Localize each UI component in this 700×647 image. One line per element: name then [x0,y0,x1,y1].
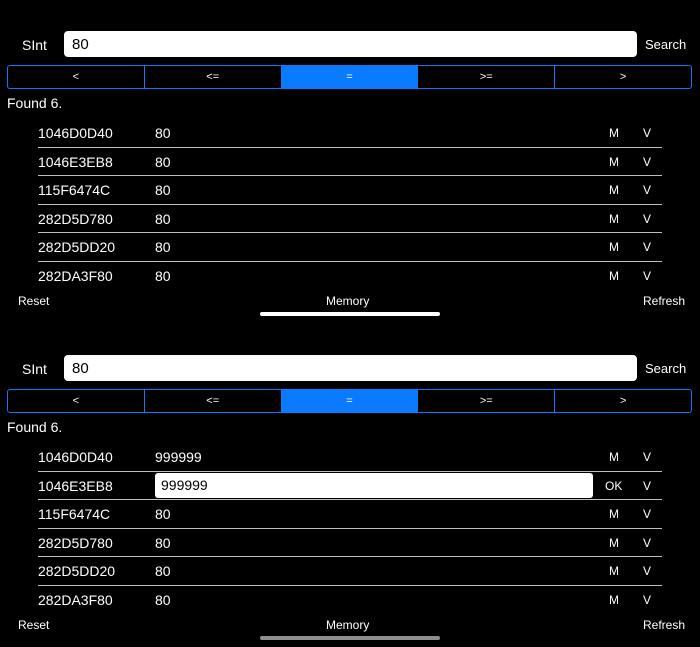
refresh-button[interactable]: Refresh [643,294,686,308]
modify-button[interactable]: M [609,592,619,607]
search-panel-bottom [0,324,700,647]
address: 282D5D780 [38,210,113,227]
result-row [38,557,662,586]
view-button[interactable]: V [643,154,652,169]
value[interactable]: 80 [155,506,171,522]
value[interactable]: 80 [155,182,171,198]
reset-button[interactable]: Reset [18,294,50,308]
search-panel-top [0,0,700,323]
modify-button[interactable]: M [609,183,619,197]
memory-button[interactable]: Memory [326,294,370,308]
value[interactable]: 80 [155,239,171,255]
value[interactable]: 80 [155,153,171,170]
result-row [38,500,662,529]
value[interactable]: 80 [155,591,171,608]
modify-button[interactable]: M [609,507,619,521]
view-button[interactable]: V [643,211,652,226]
type-label[interactable]: SInt [22,37,47,53]
address: 282DA3F80 [38,591,113,608]
segment-greater-equal[interactable]: >= [418,390,555,412]
modify-button[interactable]: M [609,211,619,226]
result-row-editing [38,472,662,501]
result-row [38,148,662,177]
view-button[interactable]: V [643,507,652,521]
segment-less-than[interactable]: < [8,390,145,412]
value[interactable]: 80 [155,534,171,551]
address: 115F6474C [38,182,111,198]
search-button[interactable]: Search [645,37,687,52]
view-button[interactable]: V [643,564,652,578]
segment-equal[interactable]: = [282,390,419,412]
view-button[interactable]: V [643,240,652,254]
found-count: Found 6. [7,95,63,111]
type-label[interactable]: SInt [22,361,47,377]
result-row [38,233,662,262]
view-button[interactable]: V [643,183,652,197]
modify-button[interactable]: M [609,450,619,464]
address: 282D5DD20 [38,239,116,255]
result-row [38,119,662,148]
address: 1046D0D40 [38,125,113,141]
results-list [38,119,662,289]
address: 282D5D780 [38,534,113,551]
search-input[interactable] [64,31,637,57]
segment-greater-than[interactable]: > [619,71,627,83]
address: 1046D0D40 [38,449,113,465]
modify-button[interactable]: M [609,535,619,550]
results-list [38,443,662,613]
segment-less-than[interactable]: < [8,66,145,88]
result-row [38,176,662,205]
address: 115F6474C [38,506,111,522]
value[interactable]: 80 [155,267,171,284]
address: 282D5DD20 [38,563,116,579]
address: 1046E3EB8 [38,153,113,170]
modify-button[interactable]: M [609,154,619,169]
value-edit-input[interactable] [155,473,593,498]
view-button[interactable]: V [643,535,652,550]
view-button[interactable]: V [643,478,652,493]
value[interactable]: 80 [155,210,171,227]
search-button[interactable]: Search [645,361,687,376]
value[interactable]: 80 [155,125,171,141]
found-count: Found 6. [7,419,63,435]
address: 282DA3F80 [38,267,113,284]
segment-greater-equal[interactable]: >= [418,66,555,88]
memory-button[interactable]: Memory [326,618,370,632]
modify-button[interactable]: M [609,240,619,254]
address: 1046E3EB8 [38,477,113,494]
view-button[interactable]: V [643,268,652,283]
ok-button[interactable]: OK [605,478,623,493]
reset-button[interactable]: Reset [18,618,50,632]
result-row [38,443,662,472]
result-row [38,205,662,234]
segment-less-equal[interactable]: <= [145,390,282,412]
home-indicator[interactable] [260,636,440,640]
segment-equal[interactable]: = [282,66,419,88]
segment-less-equal[interactable]: <= [145,66,282,88]
value[interactable]: 80 [155,563,171,579]
result-row [38,586,662,614]
view-button[interactable]: V [643,450,652,464]
comparison-segmented-control [7,389,692,413]
segment-greater-than[interactable]: > [619,395,627,407]
view-button[interactable]: V [643,126,652,140]
view-button[interactable]: V [643,592,652,607]
value[interactable]: 999999 [155,449,202,465]
result-row [38,529,662,558]
home-indicator[interactable] [260,312,440,316]
refresh-button[interactable]: Refresh [643,618,686,632]
modify-button[interactable]: M [609,564,619,578]
modify-button[interactable]: M [609,126,619,140]
comparison-segmented-control [7,65,692,89]
search-input[interactable] [64,355,637,381]
modify-button[interactable]: M [609,268,619,283]
result-row [38,262,662,290]
